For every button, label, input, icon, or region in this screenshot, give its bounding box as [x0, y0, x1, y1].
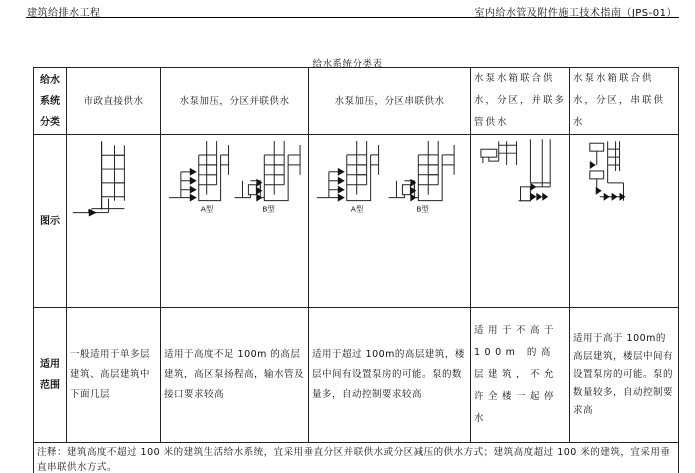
- scope-pump-parallel: 适用于高度不足 100m 的高层建筑，高区泵扬程高，输水管及接口要求较高: [161, 308, 309, 443]
- table-note: 注释：建筑高度不超过 100 米的建筑生活给水系统，宜采用垂直分区并联供水或分区减压的供水方式；建筑高度超过 100 米的建筑，宜采用垂直串联供水方式。: [34, 443, 679, 473]
- system-pump-tank-series: 水泵水箱联合供水，分区，串联供水: [570, 68, 679, 135]
- row-label-category: 给水系统分类: [34, 68, 67, 135]
- diagram-direct-supply: [67, 135, 160, 307]
- header-rule: [26, 17, 679, 18]
- diagram-pump-parallel: [161, 135, 308, 307]
- header-right: 室内给水管及附件施工技术指南（JPS-01）: [474, 8, 677, 19]
- system-direct-supply: 市政直接供水: [67, 68, 161, 135]
- figure-row: [34, 135, 679, 308]
- scope-pump-tank-parallel: 适用于不高于 100m 的高层建筑，不允许全楼一起停水: [471, 308, 570, 443]
- label-type-b: B型: [262, 204, 275, 214]
- label-type-a: A型: [200, 204, 214, 214]
- figure-pump-series: [309, 135, 471, 308]
- row-label-figure: 图示: [34, 135, 67, 308]
- scope-pump-series: 适用于超过 100m的高层建筑，楼层中间有设置泵房的可能。泵的数量多，自动控制要求较高: [309, 308, 471, 443]
- label-type-b-series: B型: [416, 204, 429, 214]
- scope-pump-tank-series: 适用于高于 100m的高层建筑，楼层中间有设置泵房的可能。泵的数量较多，自动控制要求高: [570, 308, 679, 443]
- system-pump-parallel: 水泵加压，分区并联供水: [161, 68, 309, 135]
- figure-pump-tank-parallel: [471, 135, 570, 308]
- row-label-scope: 适用范围: [34, 308, 67, 443]
- header-left: 建筑给排水工程: [27, 8, 101, 19]
- scope-row: [34, 308, 679, 443]
- table-title: 给水系统分类表: [312, 59, 383, 70]
- valve-icon: [89, 209, 97, 217]
- system-pump-tank-parallel: 水泵水箱联合供水，分区，并联多管供水: [471, 68, 570, 135]
- category-row: [34, 68, 679, 135]
- figure-pump-parallel: [161, 135, 309, 308]
- figure-pump-tank-series: [570, 135, 679, 308]
- scope-direct-supply: 一般适用于单多层建筑、高层建筑中下面几层: [67, 308, 161, 443]
- note-row: [34, 443, 679, 473]
- system-pump-series: 水泵加压，分区串联供水: [309, 68, 471, 135]
- water-supply-classification-table: [33, 67, 679, 473]
- diagram-pump-series: [309, 135, 470, 307]
- figure-direct-supply: [67, 135, 161, 308]
- label-type-a-series: A型: [350, 204, 364, 214]
- diagram-pump-tank-series: [570, 135, 678, 307]
- diagram-pump-tank-parallel: [471, 135, 569, 307]
